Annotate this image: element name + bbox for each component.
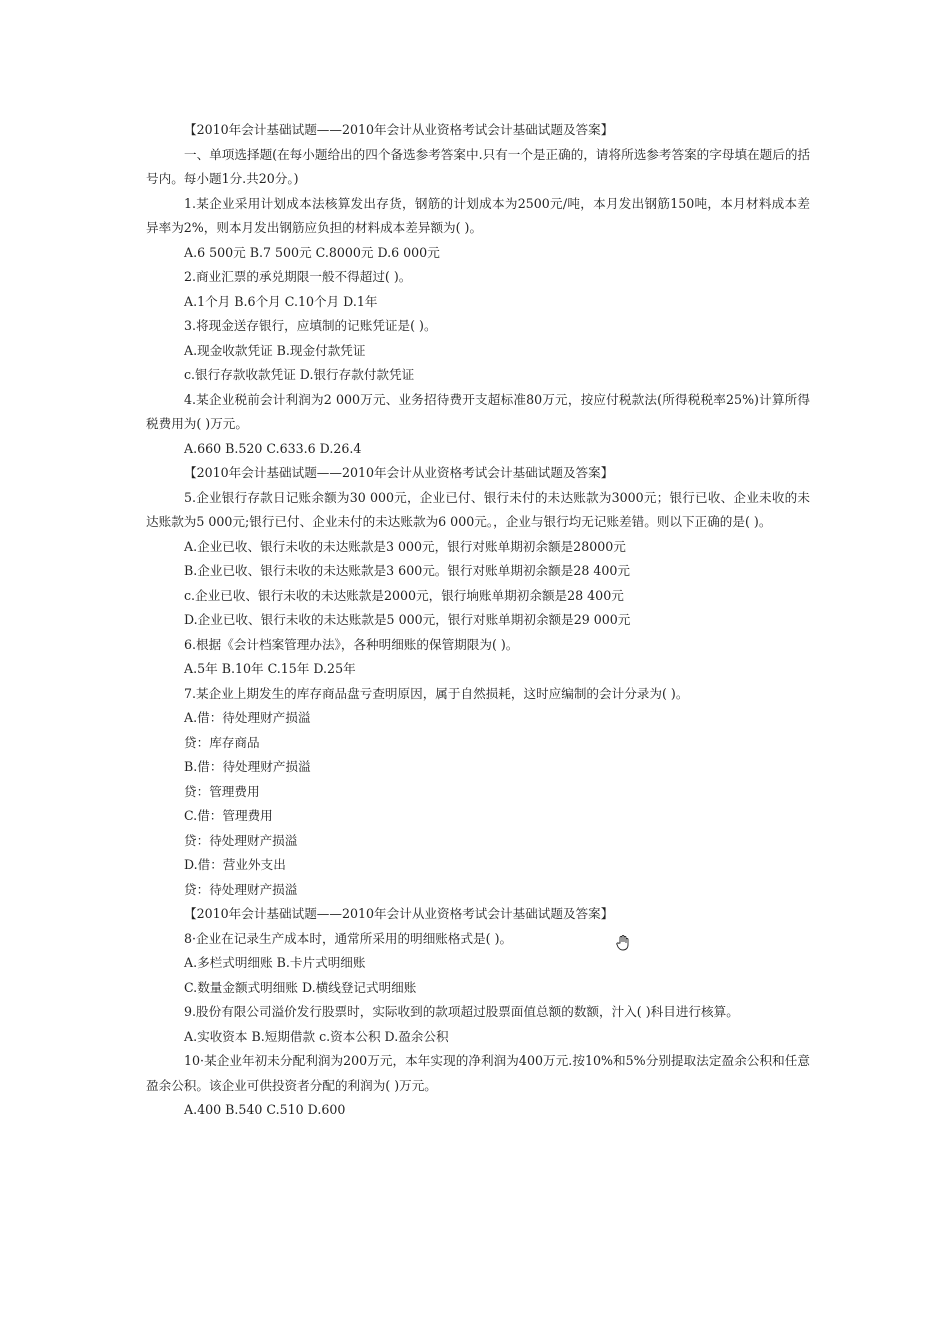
question-7: 7.某企业上期发生的库存商品盘亏查明原因，属于自然损耗，这时应编制的会计分录为( )。	[184, 685, 689, 701]
question-1-options: A.6 500元 B.7 500元 C.8000元 D.6 000元	[184, 244, 440, 260]
question-2: 2.商业汇票的承兑期限一般不得超过( )。	[184, 269, 412, 284]
question-7-option-b-credit: 贷：管理费用	[184, 783, 260, 799]
question-4-options: A.660 B.520 C.633.6 D.26.4	[184, 440, 362, 456]
question-5-option-b: B.企业已收、银行未收的未达账款是3 600元。银行对账单期初余额是28 400元	[184, 563, 631, 578]
question-9-options: A.实收资本 B.短期借款 c.资本公积 D.盈余公积	[184, 1028, 449, 1044]
question-5: 5.企业银行存款日记账余额为30 000元，企业已付、银行未付的未达账款为3000元；银行已收、企业未收的未达账款为5 000元;银行已付、企业未付的未达账款为6 000元。，企业与银行均无记账差错。则以下正确的是( )。	[146, 489, 810, 529]
question-7-option-a-debit: A.借：待处理财产损溢	[184, 710, 311, 725]
question-7-option-c-debit: C.借：管理费用	[184, 808, 273, 823]
question-5-option-c: c.企业已收、银行未收的未达账款是2000元，银行垧账单期初余额是28 400元	[184, 587, 624, 603]
question-5-option-d: D.企业已收、银行未收的未达账款是5 000元，银行对账单期初余额是29 000元	[184, 612, 631, 627]
question-7-option-d-debit: D.借：营业外支出	[184, 857, 286, 872]
question-10: 10·某企业年初未分配利润为200万元，本年实现的净利润为400万元.按10%和5%分别提取法定盈余公积和任意盈余公积。该企业可供投资者分配的利润为( )万元。	[146, 1053, 810, 1093]
question-8-options-cd: C.数量金额式明细账 D.横线登记式明细账	[184, 979, 417, 995]
question-2-options: A.1个月 B.6个月 C.10个月 D.1年	[184, 293, 378, 309]
question-10-options: A.400 B.540 C.510 D.600	[184, 1102, 346, 1117]
question-7-option-b-debit: B.借：待处理财产损溢	[184, 759, 311, 774]
question-4: 4.某企业税前会计利润为2 000万元、业务招待费开支超标准80万元，按应付税款法(所得税税率25%)计算所得税费用为( )万元。	[146, 391, 810, 431]
question-3-options-ab: A.现金收款凭证 B.现金付款凭证	[184, 342, 366, 358]
section-header: 【2010年会计基础试题——2010年会计从业资格考试会计基础试题及答案】	[184, 122, 614, 137]
question-7-option-a-credit: 贷：库存商品	[184, 734, 260, 750]
section-header: 【2010年会计基础试题——2010年会计从业资格考试会计基础试题及答案】	[184, 906, 614, 921]
question-3: 3.将现金送存银行，应填制的记账凭证是( )。	[184, 318, 437, 333]
section-header: 【2010年会计基础试题——2010年会计从业资格考试会计基础试题及答案】	[184, 465, 614, 480]
question-1: 1.某企业采用计划成本法核算发出存货，钢筋的计划成本为2500元/吨，本月发出钢筋150吨，本月材料成本差异率为2%，则本月发出钢筋应负担的材料成本差异额为( )。	[146, 195, 810, 235]
document-body	[146, 118, 810, 1123]
question-8: 8·企业在记录生产成本时，通常所采用的明细账格式是( )。	[184, 930, 513, 946]
question-7-option-c-credit: 贷：待处理财产损溢	[184, 832, 298, 848]
question-3-options-cd: c.银行存款收款凭证 D.银行存款付款凭证	[184, 367, 415, 382]
question-6: 6.根据《会计档案管理办法》，各种明细账的保管期限为( )。	[184, 636, 519, 652]
section-title: 一、单项选择题(在每小题给出的四个备选参考答案中.只有一个是正确的，请将所选参考答案的字母填在题后的括号内。每小题1分.共20分。)	[146, 146, 811, 186]
hand-cursor-icon	[616, 935, 630, 951]
question-7-option-d-credit: 贷：待处理财产损溢	[184, 881, 298, 897]
question-8-options-ab: A.多栏式明细账 B.卡片式明细账	[184, 955, 366, 970]
question-5-option-a: A.企业已收、银行未收的未达账款是3 000元，银行对账单期初余额是28000元	[184, 538, 626, 554]
question-6-options: A.5年 B.10年 C.15年 D.25年	[184, 661, 356, 676]
question-9: 9.股份有限公司溢价发行股票时，实际收到的款项超过股票面值总额的数额，汁入( )科目进行核算。	[184, 1004, 739, 1019]
